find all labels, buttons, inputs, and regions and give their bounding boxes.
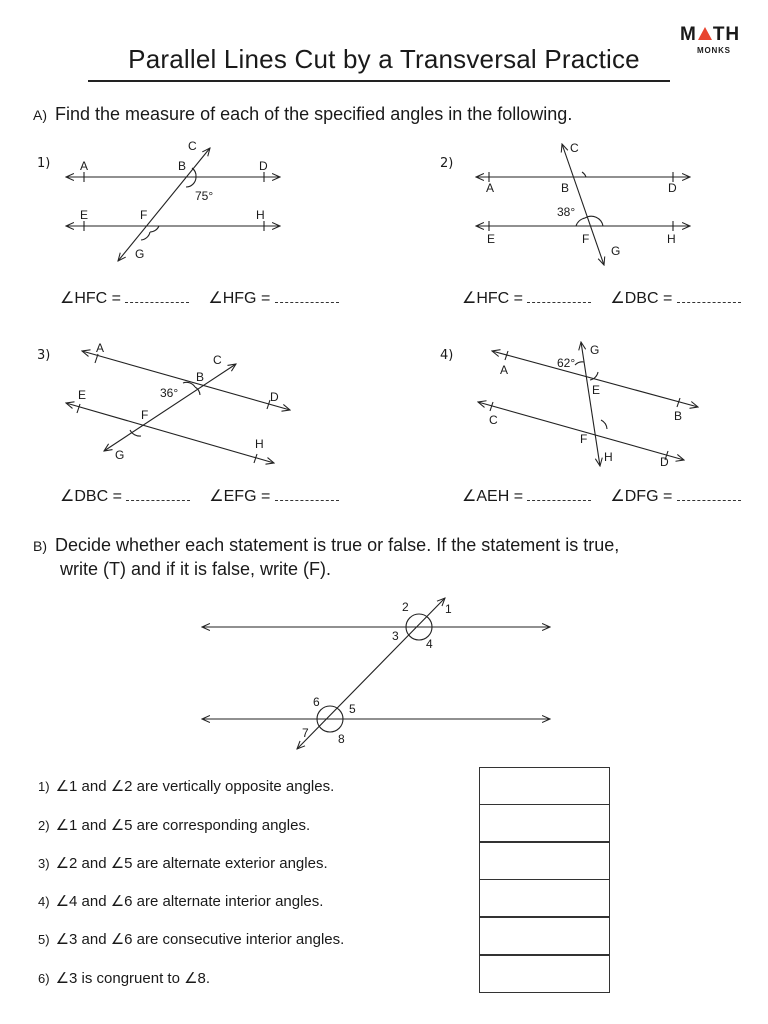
section-a-text: Find the measure of each of the specified angles in the following. — [55, 104, 573, 124]
point-label: G — [115, 448, 125, 462]
problem-number: 2) — [440, 156, 454, 171]
answer-blank[interactable] — [275, 301, 339, 303]
point-label: B — [178, 159, 187, 173]
section-b-letter: B) — [33, 538, 47, 554]
question-label: ∠DFG = — [610, 488, 673, 505]
diagram-problem-4 — [478, 342, 698, 466]
point-label: C — [489, 413, 498, 427]
answer-blank[interactable] — [125, 301, 189, 303]
given-angle: 75° — [195, 189, 214, 203]
diagram-problem-1 — [66, 148, 280, 261]
answer-row-2 — [462, 288, 741, 308]
statement-item — [38, 816, 310, 834]
answer-blank[interactable] — [527, 499, 591, 501]
angle-number: 4 — [426, 637, 433, 651]
statement-item — [38, 930, 344, 948]
point-label: C — [570, 141, 579, 155]
statement-text: ∠3 is congruent to ∠8. — [55, 970, 211, 987]
point-label: H — [256, 208, 265, 222]
statement-number: 6) — [38, 971, 50, 986]
point-label: D — [270, 390, 279, 404]
answer-box[interactable] — [479, 842, 610, 880]
point-label: F — [141, 408, 149, 422]
statement-number: 1) — [38, 779, 50, 794]
answer-box[interactable] — [479, 917, 610, 955]
angle-number: 5 — [349, 702, 356, 716]
question-label: ∠HFC = — [60, 290, 122, 307]
statement-text: ∠2 and ∠5 are alternate exterior angles. — [55, 855, 328, 872]
point-label: C — [188, 139, 197, 153]
answer-blank[interactable] — [126, 499, 190, 501]
problem-number: 1) — [37, 156, 51, 171]
given-angle: 36° — [160, 386, 179, 400]
answer-box[interactable] — [479, 955, 610, 993]
point-label: E — [80, 208, 89, 222]
logo-text-m: M — [680, 24, 697, 45]
statement-text: ∠1 and ∠5 are corresponding angles. — [55, 817, 311, 834]
question-label: ∠AEH = — [462, 488, 524, 505]
point-label: H — [667, 232, 676, 246]
point-label: F — [582, 232, 590, 246]
given-angle: 38° — [557, 205, 576, 219]
point-label: H — [255, 437, 264, 451]
point-label: A — [80, 159, 89, 173]
point-label: E — [592, 383, 601, 397]
point-label: G — [611, 244, 621, 258]
statement-item — [38, 777, 334, 795]
question-label: ∠HFC = — [462, 290, 524, 307]
statement-item — [38, 854, 328, 872]
answer-blank[interactable] — [677, 301, 741, 303]
problem-number: 4) — [440, 348, 454, 363]
point-label: E — [487, 232, 496, 246]
angle-number: 2 — [402, 600, 409, 614]
point-label: E — [78, 388, 87, 402]
statement-text: ∠1 and ∠2 are vertically opposite angles. — [55, 778, 335, 795]
question-label: ∠DBC = — [610, 290, 673, 307]
point-label: A — [500, 363, 509, 377]
section-a-letter: A) — [33, 107, 47, 123]
statement-number: 4) — [38, 894, 50, 909]
point-label: D — [660, 455, 669, 469]
point-label: A — [96, 341, 105, 355]
answer-row-1 — [60, 288, 339, 308]
question-label: ∠HFG = — [208, 290, 271, 307]
diagram-section-b — [202, 598, 550, 749]
question-label: ∠EFG = — [209, 488, 271, 505]
point-label: F — [140, 208, 148, 222]
given-angle: 62° — [557, 356, 576, 370]
point-label: C — [213, 353, 222, 367]
statement-number: 2) — [38, 818, 50, 833]
section-b-text-line1: Decide whether each statement is true or false. If the statement is true, — [55, 535, 620, 555]
statement-item — [38, 892, 323, 910]
point-label: F — [580, 432, 588, 446]
answer-box[interactable] — [479, 767, 610, 805]
diagram-problem-2 — [476, 144, 690, 265]
answer-row-4 — [462, 486, 741, 506]
answer-blank[interactable] — [677, 499, 741, 501]
statement-text: ∠3 and ∠6 are consecutive interior angles. — [55, 931, 345, 948]
point-label: G — [135, 247, 145, 261]
angle-number: 6 — [313, 695, 320, 709]
statement-text: ∠4 and ∠6 are alternate interior angles. — [55, 893, 324, 910]
statement-number: 3) — [38, 856, 50, 871]
problem-number: 3) — [37, 348, 51, 363]
point-label: D — [668, 181, 677, 195]
angle-number: 8 — [338, 732, 345, 746]
answer-box[interactable] — [479, 804, 610, 842]
answer-blank[interactable] — [527, 301, 591, 303]
point-label: B — [561, 181, 570, 195]
section-b-heading — [33, 535, 619, 556]
logo-text-th: TH — [712, 24, 741, 45]
angle-number: 3 — [392, 629, 399, 643]
answer-blank[interactable] — [275, 499, 339, 501]
answer-row-3 — [60, 486, 339, 506]
answer-box[interactable] — [479, 879, 610, 917]
section-b-text-line2: write (T) and if it is false, write (F). — [60, 559, 332, 579]
point-label: G — [590, 343, 600, 357]
angle-number: 7 — [302, 726, 309, 740]
point-label: H — [604, 450, 613, 464]
point-label: A — [486, 181, 495, 195]
angle-number: 1 — [445, 602, 452, 616]
question-label: ∠DBC = — [60, 488, 122, 505]
statement-number: 5) — [38, 932, 50, 947]
point-label: D — [259, 159, 268, 173]
statement-item — [38, 969, 210, 987]
page-title: Parallel Lines Cut by a Transversal Practice — [128, 44, 640, 74]
point-label: B — [196, 370, 205, 384]
logo-subtitle: MONKS — [697, 46, 731, 55]
point-label: B — [674, 409, 683, 423]
